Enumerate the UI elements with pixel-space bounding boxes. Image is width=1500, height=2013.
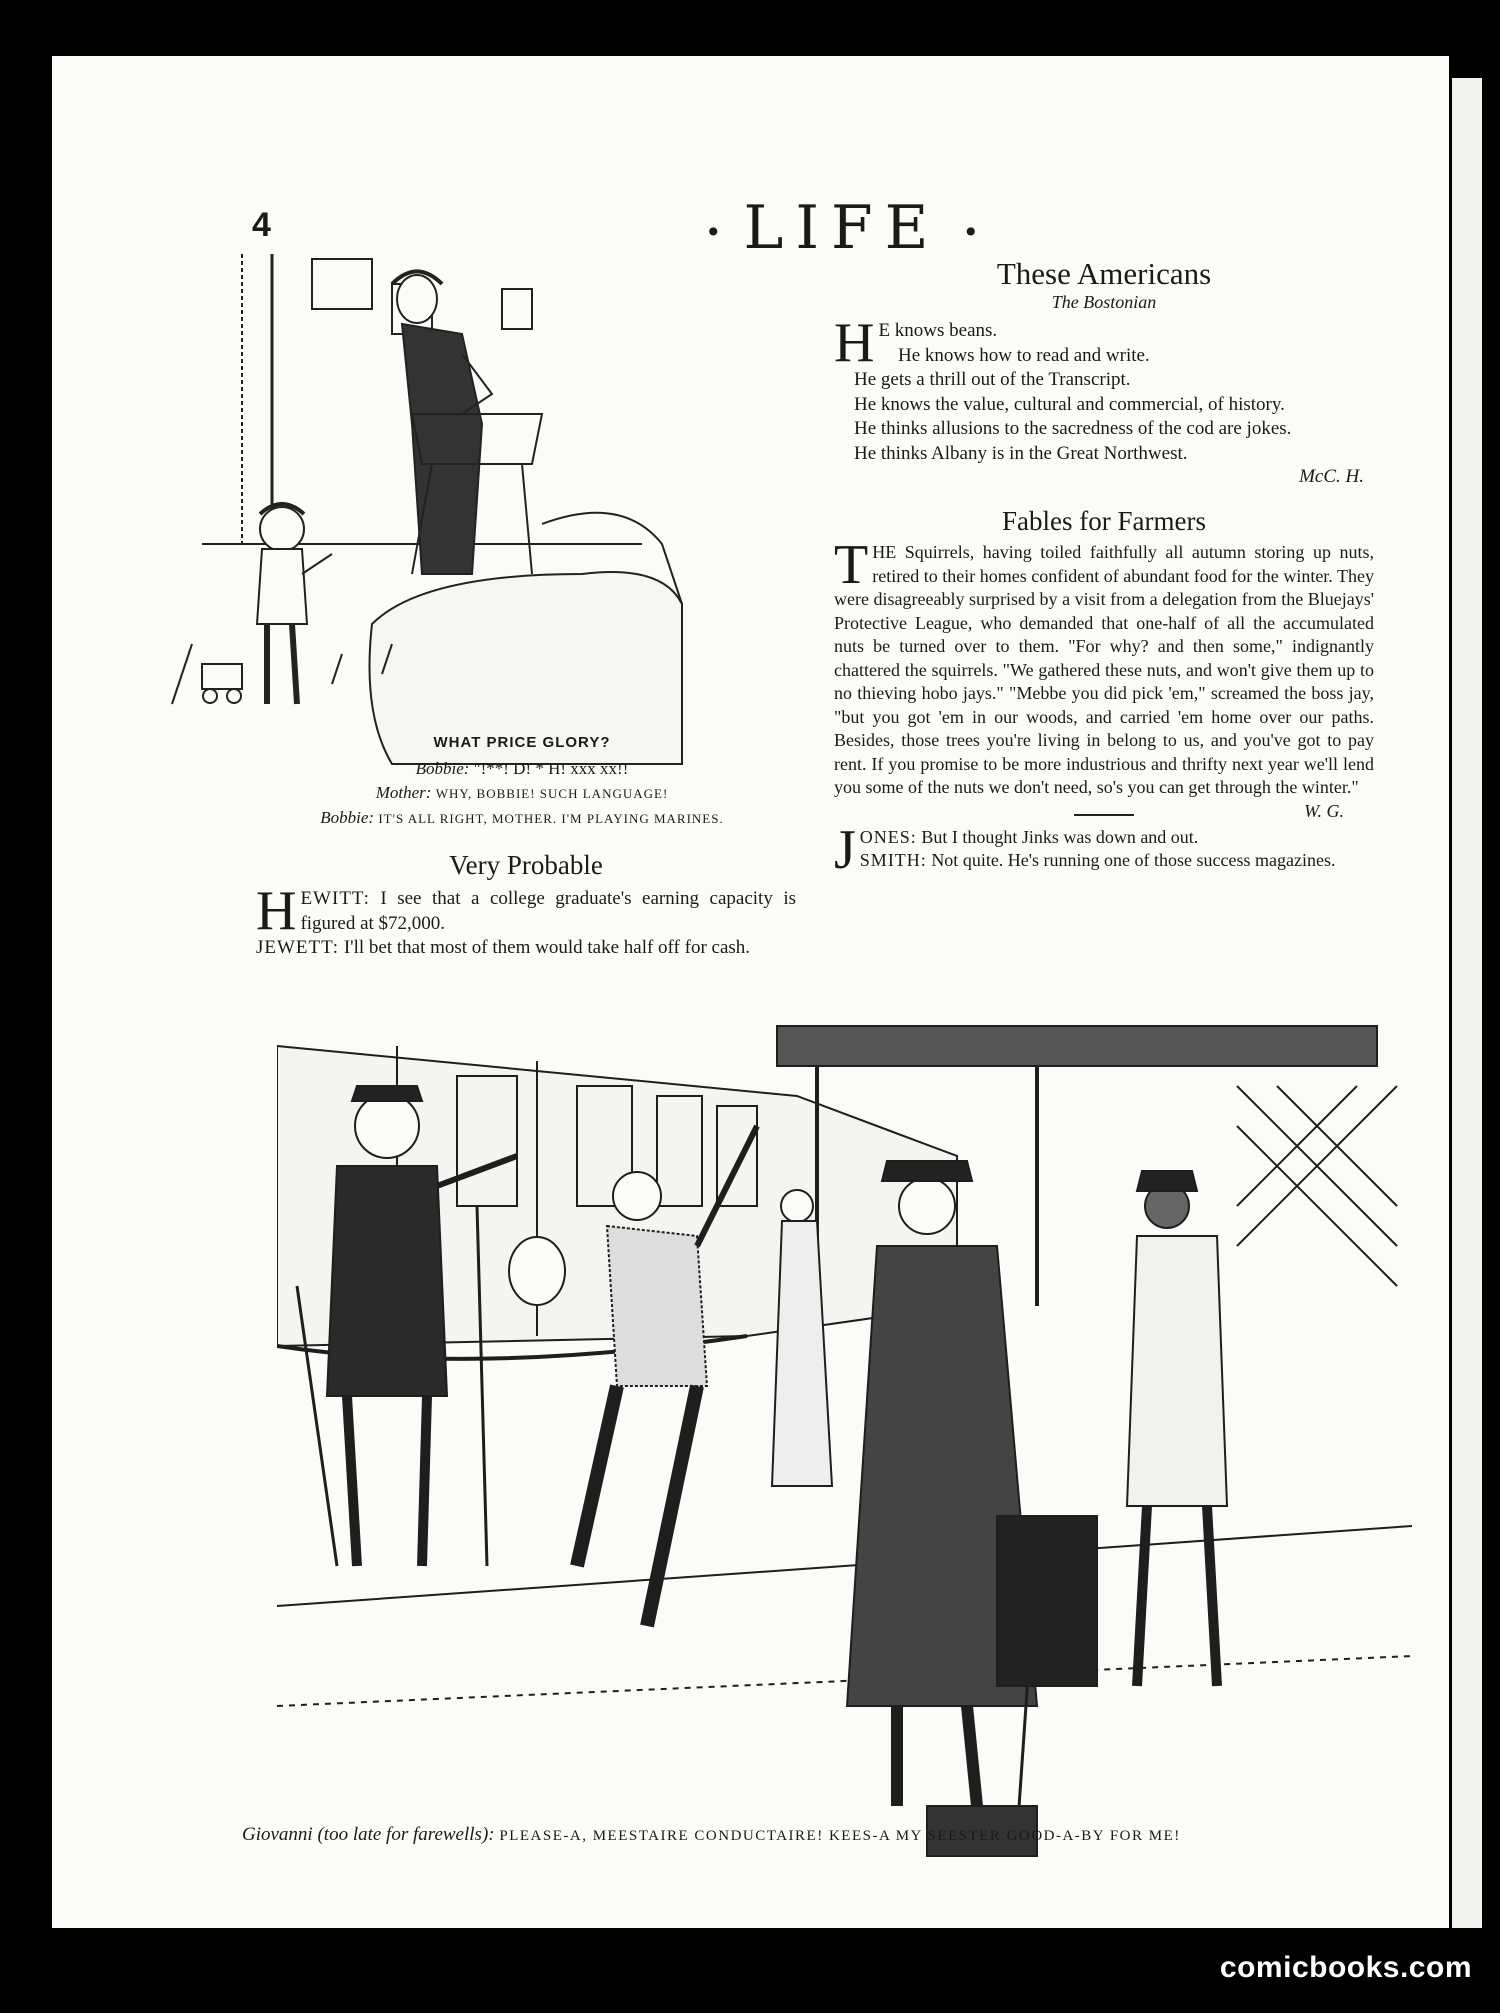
dropcap: H <box>834 312 875 374</box>
these-americans-title: These Americans <box>996 256 1212 291</box>
cartoon-illustration-living-room <box>162 244 862 779</box>
speaker: Giovanni (too late for farewells): <box>242 1824 495 1845</box>
speaker-hewitt: EWITT: <box>300 888 370 909</box>
fables-title: Fables for Farmers <box>1002 506 1206 536</box>
dialogue: "!**! D! * H! xxx xx!! <box>473 759 629 778</box>
cartoon2-caption <box>242 1824 1392 1846</box>
page-number: 4 <box>252 206 271 244</box>
cartoon1-line-2 <box>232 781 812 806</box>
dialogue: IT'S ALL RIGHT, MOTHER. I'M PLAYING MARINES. <box>378 811 724 826</box>
dialogue: PLEASE-A, MEESTAIRE CONDUCTAIRE! KEES-A MY SEESTER GOOD-A-BY FOR ME! <box>499 1828 1181 1844</box>
line-hewitt: I see that a college graduate's earning capacity is figured at $72,000. <box>300 888 796 934</box>
very-probable-title: Very Probable <box>449 850 603 880</box>
fables-text <box>834 534 1374 821</box>
speaker-smith: SMITH: <box>859 850 927 870</box>
line-jewett: I'll bet that most of them would take half off for cash. <box>343 937 751 958</box>
masthead-dot-left: • <box>704 215 722 249</box>
cartoon1-caption <box>232 734 812 831</box>
line-smith: Not quite. He's running one of those success magazines. <box>931 850 1336 870</box>
dropcap: H <box>256 880 297 942</box>
line-jones: But I thought Jinks was down and out. <box>921 826 1199 847</box>
poem-line: He thinks Albany is in the Great Northwest. <box>854 442 1188 464</box>
dialogue: WHY, BOBBIE! SUCH LANGUAGE! <box>435 786 669 801</box>
first-line-text: E knows beans. <box>878 320 998 341</box>
poem-line: He gets a thrill out of the Transcript. <box>854 369 1131 390</box>
poem-line: He thinks allusions to the sacredness of the cod are jokes. <box>854 418 1292 439</box>
speaker-jewett: JEWETT: <box>256 937 340 958</box>
fables-article <box>834 506 1374 881</box>
these-americans-subtitle: The Bostonian <box>1051 292 1157 312</box>
very-probable-text <box>256 880 796 961</box>
very-probable-article <box>256 850 796 961</box>
dropcap: J <box>834 818 856 881</box>
cartoon1-line-3 <box>232 806 812 831</box>
fables-body: HE Squirrels, having toiled faithfully all autumn storing up nuts, retired to their homes confident of abundant food for the winter. They were disagreeably surprised by a visit from a delegation from the Bluejays' Protective League, who demanded that one-half of all the accumulated nuts be turned over to them. "For why? and then some," indignantly chattered the squirrels. "We gathered these nuts, and won't give them up to no thieving hobo jays." "Mebbe you did pick 'em," screamed the boss jay, "but you got 'em in our woods, and carried 'em home over our paths. Besides, those trees you're living in belong to us, and you've got to pay rent. If you promise to be more industrious and thrifty next year we'll lend you some of the nuts we don't need, so's you can get through the winter." <box>834 542 1374 797</box>
speaker: Mother: <box>375 783 432 802</box>
jones-dialogue <box>834 818 1374 881</box>
these-americans-signature: McC. H. <box>1299 466 1364 487</box>
masthead-title: LIFE <box>743 193 941 263</box>
speaker: Bobbie: <box>415 759 470 778</box>
poem-line: He knows how to read and write. <box>898 344 1150 366</box>
cartoon1-caption-title: WHAT PRICE GLORY? <box>433 734 611 751</box>
fables-signature: W. G. <box>1304 800 1344 821</box>
poem-line: He knows the value, cultural and commercial, of history. <box>854 393 1285 415</box>
cartoon-illustration-train-station <box>277 1006 1412 1866</box>
these-americans-article <box>834 256 1374 488</box>
masthead-dot-right: • <box>962 215 979 249</box>
dropcap: T <box>834 534 869 596</box>
section-divider <box>1074 814 1134 816</box>
speaker-jones: ONES: <box>859 826 917 847</box>
adjacent-page-edge <box>1452 78 1482 1928</box>
watermark: comicbooks.com <box>1219 1951 1472 1984</box>
cartoon1-line-1 <box>232 757 812 781</box>
magazine-page <box>52 56 1449 1928</box>
speaker: Bobbie: <box>320 808 375 827</box>
